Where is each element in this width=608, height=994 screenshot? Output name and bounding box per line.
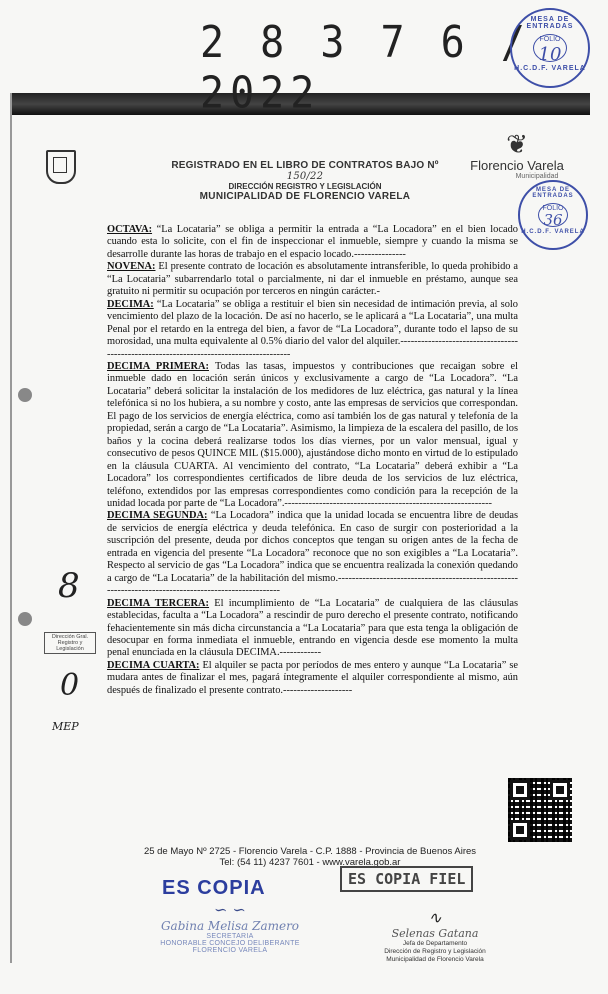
stamp-folio-label: FOLIO	[542, 205, 564, 212]
signer-department: Dirección de Registro y Legislación	[384, 948, 486, 955]
handwritten-mark: 8	[58, 566, 80, 606]
clause-heading: NOVENA:	[107, 261, 156, 273]
signature-scribble: ∿	[428, 908, 442, 927]
margin-stamp: Dirección Gral. Registro y Legislación	[44, 632, 96, 654]
clause-paragraph	[107, 510, 518, 597]
registry-number: 150/22	[286, 171, 324, 182]
file-number: 2 8 3 7 6 / 2022	[200, 17, 531, 119]
signer-name: Gabina Melisa Zamero	[160, 919, 300, 933]
clause-text: Todas las tasas, impuestos y contribuciones que recaigan sobre el inmueble dado en locación serán únicos y exclusivamente a cargo de “La Locadora”. “La Locataria” deberá solicitar la instalación de los medidores de luz eléctrica, gas natural y la línea telefónica si no los hubiera, a su nombre y costo, ante las empresas de servicios que correspondan. El pago de los servicios de energía eléctrica, como así también los de gas natural y telefonía de la propiedad, serán a cargo de “La Locataria”. Asimismo, la limpieza de la escalera del pasillo, de los baños y la cocina deberá realizarse todos los días viernes, por un valor mensual, igual y consecutivo de pesos QUINCE MIL ($15.000), ajustándose dicho monto en virtud de lo estipulado en la cláusula CUARTA. Al vencimiento del contrato, “La Locataria” deberá exhibir a “La Locadora” los correspondientes certificados de libre deuda de los servicios de luz eléctrica, teléfono, extendidos por las empresas correspondientes como condición para la recepción de la unidad locada por parte de “La Locadora”.------------------------------------------------------------	[107, 360, 519, 509]
footer-address: 25 de Mayo Nº 2725 - Florencio Varela - C.P. 1888 - Provincia de Buenos Aires	[143, 846, 477, 857]
punch-hole	[18, 612, 32, 626]
clause-paragraph	[107, 299, 518, 361]
signature-block-left	[150, 900, 310, 954]
punch-hole	[18, 388, 32, 402]
qr-finder	[510, 780, 530, 800]
clause-heading: OCTAVA:	[107, 224, 153, 235]
logo-subtitle: Municipalidad	[515, 173, 559, 180]
registry-line-1	[170, 160, 440, 182]
stamp-ring-text: MESA DE ENTRADAS	[526, 16, 574, 30]
clause-heading: DECIMA CUARTA:	[107, 659, 200, 671]
clause-paragraph	[107, 598, 518, 660]
clause-text: El presente contrato de locación es absolutamente intransferible, lo queda prohibido a “La Locataria” subarrendarlo total o parcialmente, ni dar el inmueble en préstamo, aunque sea gratuito ni permitir su ocupación por terceros en ningún carácter.-	[107, 261, 518, 298]
clause-heading: DECIMA:	[107, 298, 154, 310]
clause-paragraph	[107, 660, 518, 697]
mesa-entradas-stamp	[510, 8, 590, 88]
signature-block-right	[370, 908, 500, 964]
page-footer	[120, 846, 500, 868]
signer-city: FLORENCIO VARELA	[192, 947, 268, 954]
clause-text: El alquiler se pacta por períodos de mes entero y aunque “La Locataria” se mudara antes de finalizar el mes, pagará íntegramente el alquiler correspondiente al mismo, aún después de finalizado el presente contrato.--------------------	[107, 659, 519, 696]
clause-paragraph	[107, 224, 518, 261]
signer-title: Jefa de Departamento	[402, 940, 468, 947]
stamp-bottom-text: H.C.D.F. VARELA	[521, 229, 585, 235]
signer-title: SECRETARIA	[206, 933, 254, 940]
clause-text: El incumplimiento de “La Locataria” de cualquiera de las cláusulas establecidas, faculta a “La Locadora” a rescindir de puro derecho el presente contrato, notificando fehacientemente sin más dicha circunstancia a “La Locataria” para que esta tenga la obligación de desocupar en forma inmediata el inmueble, entrando en vigencia desde ese momento la multa penal enunciada en la cláusula DECIMA.------------	[107, 597, 519, 659]
handwritten-initials: MEP	[52, 720, 79, 733]
stamp-ring-text: MESA DE ENTRADAS	[532, 187, 574, 199]
clause-text: “La Locataria” se obliga a permitir la entrada a “La Locadora” en el bien locado cuando esta lo solicite, con el fin de inspeccionar el inmueble, siempre y cuando la misma se desarrolle durante las horas de trabajo en el espacio locado.---------------	[107, 224, 518, 260]
registry-label: REGISTRADO EN EL LIBRO DE CONTRATOS BAJO Nº	[171, 160, 439, 171]
scan-margin-line	[10, 93, 12, 963]
registry-line-3: MUNICIPALIDAD DE FLORENCIO VARELA	[199, 191, 411, 202]
clause-paragraph	[107, 261, 518, 298]
clause-heading: DECIMA SEGUNDA:	[107, 510, 208, 522]
es-copia-fiel-stamp: ES COPIA FIEL	[340, 866, 473, 892]
clause-heading: DECIMA PRIMERA:	[107, 360, 209, 372]
signer-institution: Municipalidad de Florencio Varela	[386, 956, 484, 963]
signer-institution: HONORABLE CONCEJO DELIBERANTE	[160, 940, 300, 947]
qr-finder	[510, 820, 530, 840]
stamp-folio-number: 36	[543, 211, 563, 229]
qr-finder	[550, 780, 570, 800]
signer-name: Selenas Gatana	[391, 927, 479, 940]
stamp-folio-number: 10	[538, 44, 562, 65]
footer-contact: Tel: (54 11) 4237 7601 - www.varela.gob.ar	[219, 857, 401, 868]
registry-line-2: DIRECCIÓN REGISTRO Y LEGISLACIÓN	[228, 182, 382, 191]
municipal-shield-icon	[46, 150, 76, 184]
mesa-entradas-stamp-side	[518, 180, 588, 250]
clause-text: “La Locadora” indica que la unidad locada se encuentra libre de deudas de servicios de energía eléctrica y deuda telefónica. En caso de surgir con posterioridad a la suscripción del presente, deuda por dichos conceptos que tengan su origen antes de la fecha de entrada en vigencia del presente “La Locadora” reconoce que no son exigibles a “La Locataria”. Respecto al servicio de gas “La Locadora” indica que se encuentra realizada la conexión quedando a cargo de “La Locataria” de la habilitación del mismo.------------------------------------------------------------------------------------------------------	[107, 510, 518, 597]
contract-body	[107, 224, 518, 697]
clause-heading: DECIMA TERCERA:	[107, 597, 210, 609]
florencio-varela-logo	[462, 130, 572, 180]
qr-code-icon	[508, 778, 572, 842]
clause-paragraph	[107, 361, 518, 510]
handwritten-zero: 0	[60, 668, 80, 703]
es-copia-stamp: ES COPIA	[162, 877, 266, 899]
stamp-folio-label: FOLIO	[539, 36, 561, 43]
registry-stamp	[170, 160, 440, 202]
signature-scribble: ∽ ∽	[214, 900, 246, 919]
logo-name: Florencio Varela	[470, 158, 564, 173]
logo-mark-icon: ❦	[506, 129, 528, 159]
stamp-bottom-text: H.C.D.F. VARELA	[514, 65, 586, 72]
clause-text: “La Locataria” se obliga a restituir el bien sin necesidad de intimación previa, al solo vencimiento del plazo de la locación. De así no hacerlo, se le aplicará a “La Locataria”, una multa Penal por el retardo en la entrega del bien, a favor de “La Locadora”, durante todo el lapso de su morosidad, una multa equivalente al 0.5% diario del valor del alquiler.---------------------------------------------------------------------------------------	[107, 298, 518, 360]
